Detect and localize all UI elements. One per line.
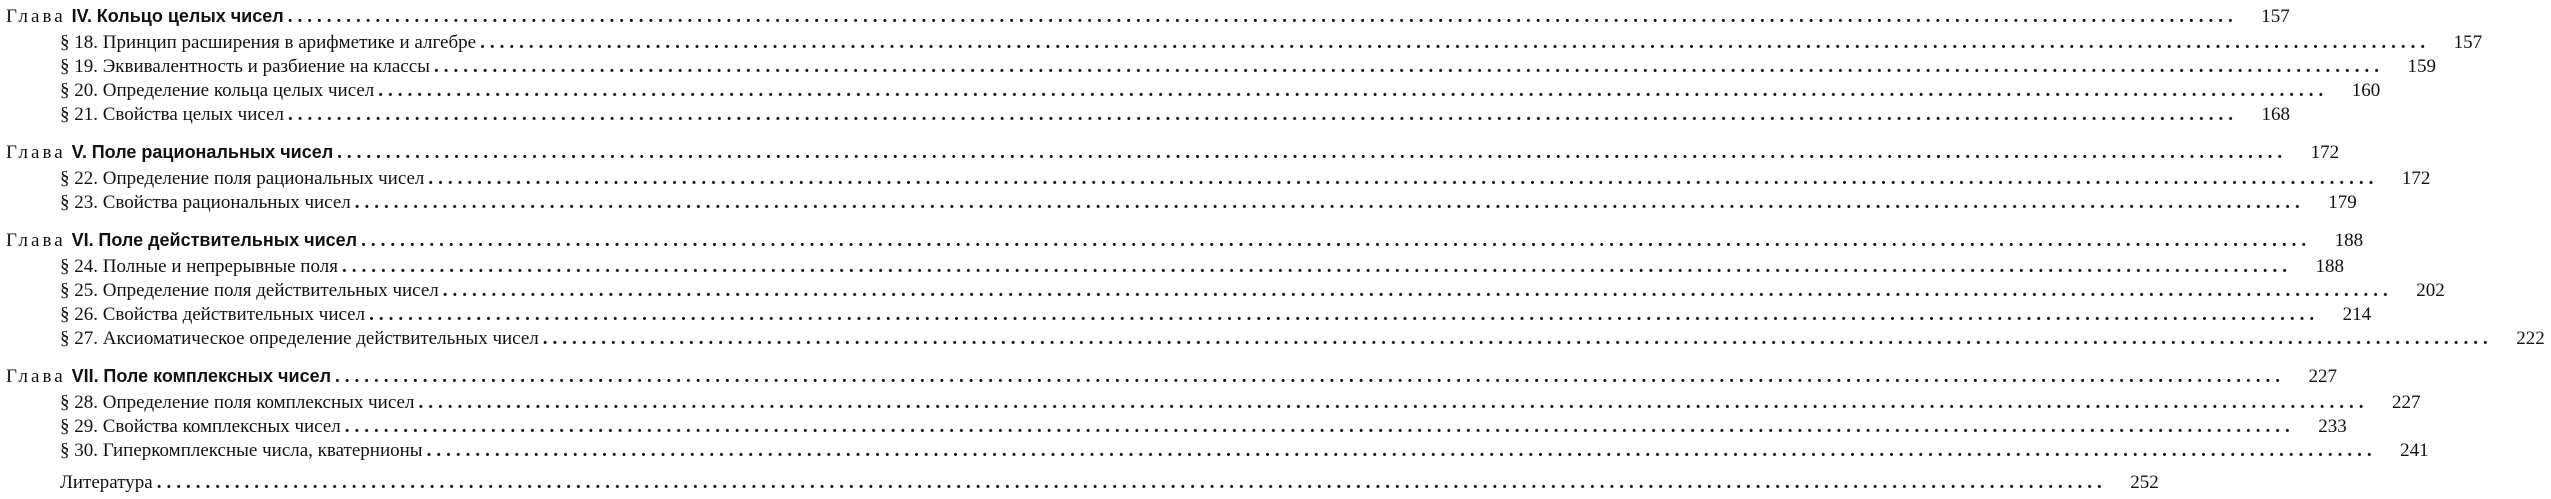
leader-dots: ........................................................................................................................................................................................................: [156, 472, 2107, 493]
section-label: § 29. Свойства комплексных чисел: [60, 416, 341, 437]
toc-section-26: [0, 300, 2372, 326]
chapter-title: Поле рациональных чисел: [91, 142, 334, 162]
page-number: 241: [2400, 440, 2429, 461]
page-number: 188: [2334, 230, 2364, 251]
leader-dots: ........................................................................................................................................................................................................: [341, 256, 2292, 277]
page-number: 172: [2401, 168, 2431, 189]
leader-dots: ........................................................................................................................................................................................................: [344, 416, 2295, 437]
page-number: 160: [2351, 80, 2381, 101]
leader-dots: ........................................................................................................................................................................................................: [418, 392, 2369, 413]
page-number: 202: [2416, 280, 2445, 301]
section-label: § 22. Определение поля рациональных чисел: [60, 168, 425, 189]
section-label: § 27. Аксиоматическое определение действительных чисел: [60, 328, 539, 349]
toc-section-21: [0, 100, 2290, 126]
toc-chapter-4: [0, 2, 2290, 28]
section-label: § 25. Определение поля действительных чисел: [60, 280, 439, 301]
toc-section-20: [0, 76, 2381, 102]
chapter-number: VI.: [71, 230, 94, 250]
page-number: 227: [2308, 366, 2338, 387]
page-number: 222: [2516, 328, 2545, 349]
leader-dots: ........................................................................................................................................................................................................: [287, 104, 2238, 125]
chapter-word: Глава: [6, 230, 66, 251]
page-number: 214: [2342, 304, 2372, 325]
page-number: 188: [2315, 256, 2344, 277]
page-number: 227: [2391, 392, 2421, 413]
leader-dots: ........................................................................................................................................................................................................: [480, 32, 2431, 53]
chapter-number: V.: [71, 142, 87, 162]
toc-section-18: [0, 28, 2483, 54]
chapter-number: IV.: [71, 6, 92, 26]
toc-chapter-5: [0, 138, 2340, 164]
leader-dots: ........................................................................................................................................................................................................: [335, 366, 2286, 387]
page-number: 159: [2407, 56, 2436, 77]
section-label: § 26. Свойства действительных чисел: [60, 304, 366, 325]
toc-section-24: [0, 252, 2344, 278]
leader-dots: ........................................................................................................................................................................................................: [433, 56, 2384, 77]
leader-dots: ........................................................................................................................................................................................................: [361, 230, 2312, 251]
chapter-title: Кольцо целых чисел: [96, 6, 284, 26]
toc-section-19: [0, 52, 2436, 78]
page-number: 252: [2130, 472, 2159, 493]
chapter-word: Глава: [6, 142, 66, 163]
bibliography-label: Литература: [60, 472, 153, 493]
leader-dots: ........................................................................................................................................................................................................: [542, 328, 2493, 349]
toc-chapter-6: [0, 226, 2364, 252]
section-label: § 23. Свойства рациональных чисел: [60, 192, 351, 213]
leader-dots: ........................................................................................................................................................................................................: [354, 192, 2305, 213]
section-label: § 18. Принцип расширения в арифметике и алгебре: [60, 32, 477, 53]
toc-chapter-7: [0, 362, 2338, 388]
toc-section-29: [0, 412, 2347, 438]
page-number: 168: [2261, 104, 2290, 125]
section-label: § 20. Определение кольца целых чисел: [60, 80, 375, 101]
leader-dots: ........................................................................................................................................................................................................: [378, 80, 2329, 101]
toc-section-30: [0, 436, 2429, 462]
section-label: § 30. Гиперкомплексные числа, кватернионы: [60, 440, 423, 461]
section-label: § 24. Полные и непрерывные поля: [60, 256, 338, 277]
page-number: 179: [2328, 192, 2357, 213]
section-label: § 28. Определение поля комплексных чисел: [60, 392, 415, 413]
toc-section-28: [0, 388, 2421, 414]
chapter-title: Поле комплексных чисел: [103, 366, 332, 386]
page-number: 157: [2261, 6, 2290, 27]
leader-dots: ........................................................................................................................................................................................................: [369, 304, 2320, 325]
leader-dots: ........................................................................................................................................................................................................: [287, 6, 2238, 27]
chapter-title: Поле действительных чисел: [98, 230, 358, 250]
toc-section-27: [0, 324, 2545, 350]
chapter-word: Глава: [6, 366, 66, 387]
toc-bibliography: [0, 468, 2159, 494]
leader-dots: ........................................................................................................................................................................................................: [428, 168, 2379, 189]
leader-dots: ........................................................................................................................................................................................................: [426, 440, 2377, 461]
page-number: 233: [2318, 416, 2347, 437]
chapter-word: Глава: [6, 6, 66, 27]
leader-dots: ........................................................................................................................................................................................................: [337, 142, 2288, 163]
toc-section-25: [0, 276, 2445, 302]
chapter-number: VII.: [71, 366, 99, 386]
toc-section-22: [0, 164, 2431, 190]
section-label: § 19. Эквивалентность и разбиение на классы: [60, 56, 430, 77]
toc-section-23: [0, 188, 2357, 214]
leader-dots: ........................................................................................................................................................................................................: [442, 280, 2393, 301]
section-label: § 21. Свойства целых чисел: [60, 104, 284, 125]
page-number: 172: [2310, 142, 2340, 163]
page-number: 157: [2453, 32, 2483, 53]
